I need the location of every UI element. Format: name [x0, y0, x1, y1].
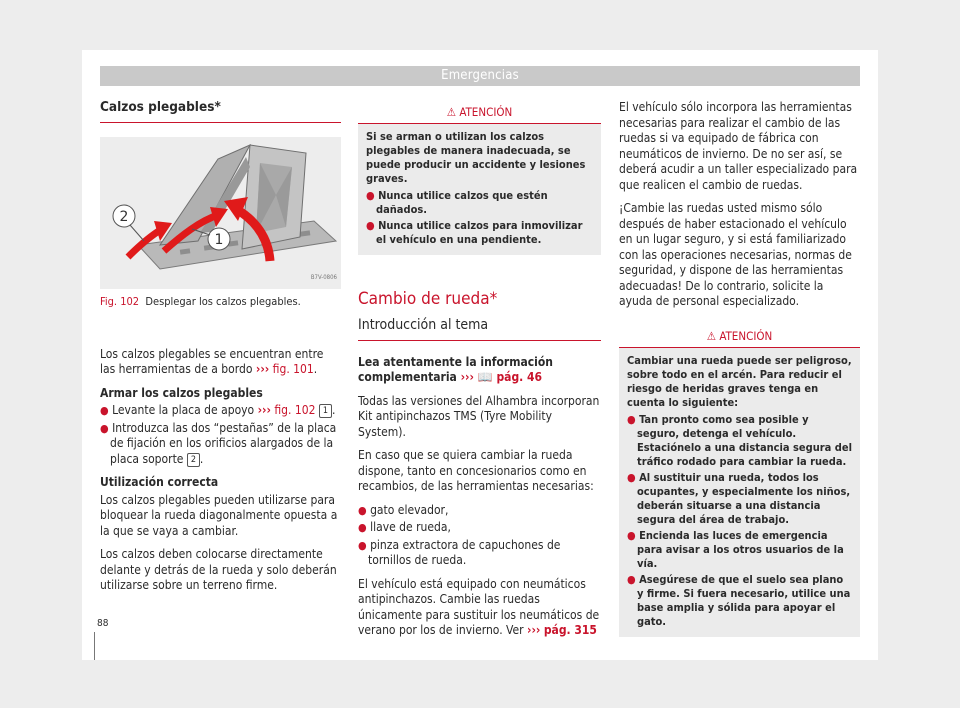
list-item	[358, 538, 601, 569]
book-icon: 📖	[477, 370, 493, 384]
figure-image	[100, 137, 341, 289]
list-item	[366, 219, 593, 247]
intro-text: Los calzos plegables se encuentran entre las herramientas de a bordo	[100, 346, 324, 376]
armar-heading: Armar los calzos plegables	[100, 385, 263, 400]
arrow-icon: ›››	[460, 370, 474, 384]
section-subtitle: Introducción al tema	[358, 318, 601, 341]
paragraph: Los calzos plegables pueden utilizarse para bloquear la rueda diagonalmente opuesta a la que se vaya a cambiar.	[100, 492, 338, 538]
uso-heading: Utilización correcta	[100, 475, 219, 489]
column-left	[100, 100, 341, 602]
figure-ref: Fig. 102	[100, 294, 140, 308]
bullet-icon: ●	[627, 572, 636, 586]
paragraph: Los calzos deben colocarse directamente delante y detrás de la rueda y solo deberán utilizarse sobre un terreno firme.	[100, 547, 337, 592]
figure-102	[100, 137, 341, 315]
arrow-icon: ›››	[257, 403, 271, 417]
figure-caption	[100, 295, 341, 309]
bullet-icon: ●	[358, 538, 367, 552]
warning-item: Tan pronto como sea posible y seguro, detenga el vehículo. Estaciónelo a una distancia segura del tráfico rodado para cambiar la rueda.	[637, 412, 852, 468]
warning-box	[619, 324, 860, 637]
page-link[interactable]: pág. 46	[496, 370, 543, 384]
number-badge: 2	[187, 453, 200, 467]
bullet-icon: ●	[100, 404, 109, 417]
bullet-text: Introduzca las dos “pestañas” de la placa de fijación en los orificios alargados de la placa soporte	[110, 420, 337, 466]
lead-paragraph	[358, 355, 601, 386]
paragraph: En caso que se quiera cambiar la rueda dispone, tanto en concesionarios como en recambios, de las herramientas necesarias:	[358, 448, 594, 493]
page-margin-line	[94, 632, 95, 660]
bullet-icon: ●	[366, 219, 375, 232]
arrow-icon: ›››	[255, 362, 270, 376]
paragraph-text: El vehículo está equipado con neumáticos antipinchazos. Cambie las ruedas únicamente para sustituir los neumáticos de verano por los de invierno. Ver	[358, 576, 600, 637]
warning-header	[358, 100, 601, 124]
lead-text: Lea atentamente la información complementaria	[358, 354, 553, 384]
fig-link[interactable]: fig. 102	[274, 403, 316, 417]
bullet-icon: ●	[627, 528, 636, 542]
warning-item: Nunca utilice calzos para inmovilizar el vehículo en una pendiente.	[376, 219, 583, 246]
column-right	[619, 100, 860, 637]
list-item	[627, 413, 852, 469]
paragraph: ¡Cambie las ruedas usted mismo sólo después de haber estacionado el vehículo en un lugar seguro, y si está familiarizado con las operaciones necesarias, normas de seguridad, y dispone de las herramientas adecuadas! De lo contrario, solicite la ayuda de personal especializado.	[619, 201, 852, 308]
bullet-icon: ●	[100, 421, 109, 435]
list-item	[366, 189, 593, 217]
page-number: 88	[97, 618, 109, 629]
callout-1: 1	[214, 231, 224, 248]
warning-item: Asegúrese de que el suelo sea plano y firme. Si fuera necesario, utilice una base amplia y sólida para apoyar el gato.	[637, 572, 851, 628]
bullet-icon: ●	[627, 470, 636, 484]
bullet-icon: ●	[358, 521, 367, 534]
page-header: Emergencias	[100, 66, 860, 86]
arrow-icon: ›››	[527, 623, 541, 637]
warning-label: ATENCIÓN	[459, 105, 513, 119]
tool-item: pinza extractora de capuchones de tornillos de rueda.	[368, 537, 561, 567]
warning-header	[619, 324, 860, 348]
list-item	[358, 503, 601, 519]
paragraph	[358, 577, 601, 639]
figure-code: B7V-0806	[310, 274, 337, 281]
list-item: ● Introduzca las dos “pestañas” de la placa de fijación en los orificios alargados de la placa soporte 2 .	[100, 420, 337, 466]
chapter-title: Cambio de rueda*	[358, 289, 498, 309]
warning-intro: Cambiar una rueda puede ser peligroso, sobre todo en el arcén. Para reducir el riesgo de heridas graves tenga en cuenta lo siguiente:	[627, 353, 852, 409]
warning-item: Encienda las luces de emergencia para avisar a los otros usuarios de la vía.	[637, 528, 844, 570]
warning-triangle-icon: ⚠	[446, 105, 457, 119]
bullet-icon: ●	[366, 189, 375, 202]
warning-triangle-icon: ⚠	[706, 328, 717, 343]
tool-item: gato elevador,	[370, 502, 449, 517]
warning-intro: Si se arman o utilizan los calzos plegables de manera inadecuada, se puede producir un accidente y lesiones graves.	[366, 130, 586, 185]
warning-item: Al sustituir una rueda, todos los ocupantes, y especialmente los niños, deberán situarse a una distancia segura del área de trabajo.	[637, 470, 851, 526]
list-item	[627, 471, 852, 527]
list-item	[627, 573, 852, 629]
bullet-text: Levante la placa de apoyo	[112, 403, 255, 417]
figure-caption-text: Desplegar los calzos plegables.	[145, 294, 301, 308]
warning-item: Nunca utilice calzos que estén dañados.	[376, 189, 548, 216]
warning-box	[358, 100, 601, 255]
bullet-icon: ●	[358, 503, 367, 517]
callout-2: 2	[119, 208, 129, 225]
list-item	[358, 520, 601, 536]
page-link[interactable]: pág. 315	[543, 623, 597, 637]
list-item: ● Levante la placa de apoyo ››› fig. 102 1 .	[100, 403, 336, 417]
warning-body	[619, 348, 860, 637]
intro-paragraph: Los calzos plegables se encuentran entre las herramientas de a bordo ››› fig. 101.	[100, 346, 324, 376]
warning-body	[358, 124, 601, 255]
intro-link[interactable]: fig. 101	[272, 362, 314, 376]
warning-label: ATENCIÓN	[719, 328, 773, 343]
bullet-icon: ●	[627, 412, 636, 426]
column-middle	[358, 100, 601, 647]
list-item	[627, 529, 852, 571]
number-badge: 1	[319, 404, 332, 418]
wheel-chock-illustration	[100, 137, 341, 289]
paragraph: El vehículo sólo incorpora las herramientas necesarias para realizar el cambio de las ruedas si va equipado de fábrica con neumáticos de invierno. De no ser así, se deberá acudir a un taller especializado para que realicen el cambio de ruedas.	[619, 100, 858, 192]
paragraph: Todas las versiones del Alhambra incorporan Kit antipinchazos TMS (Tyre Mobility System).	[358, 393, 600, 439]
tool-item: llave de rueda,	[370, 520, 451, 534]
section-title: Calzos plegables*	[100, 100, 341, 123]
